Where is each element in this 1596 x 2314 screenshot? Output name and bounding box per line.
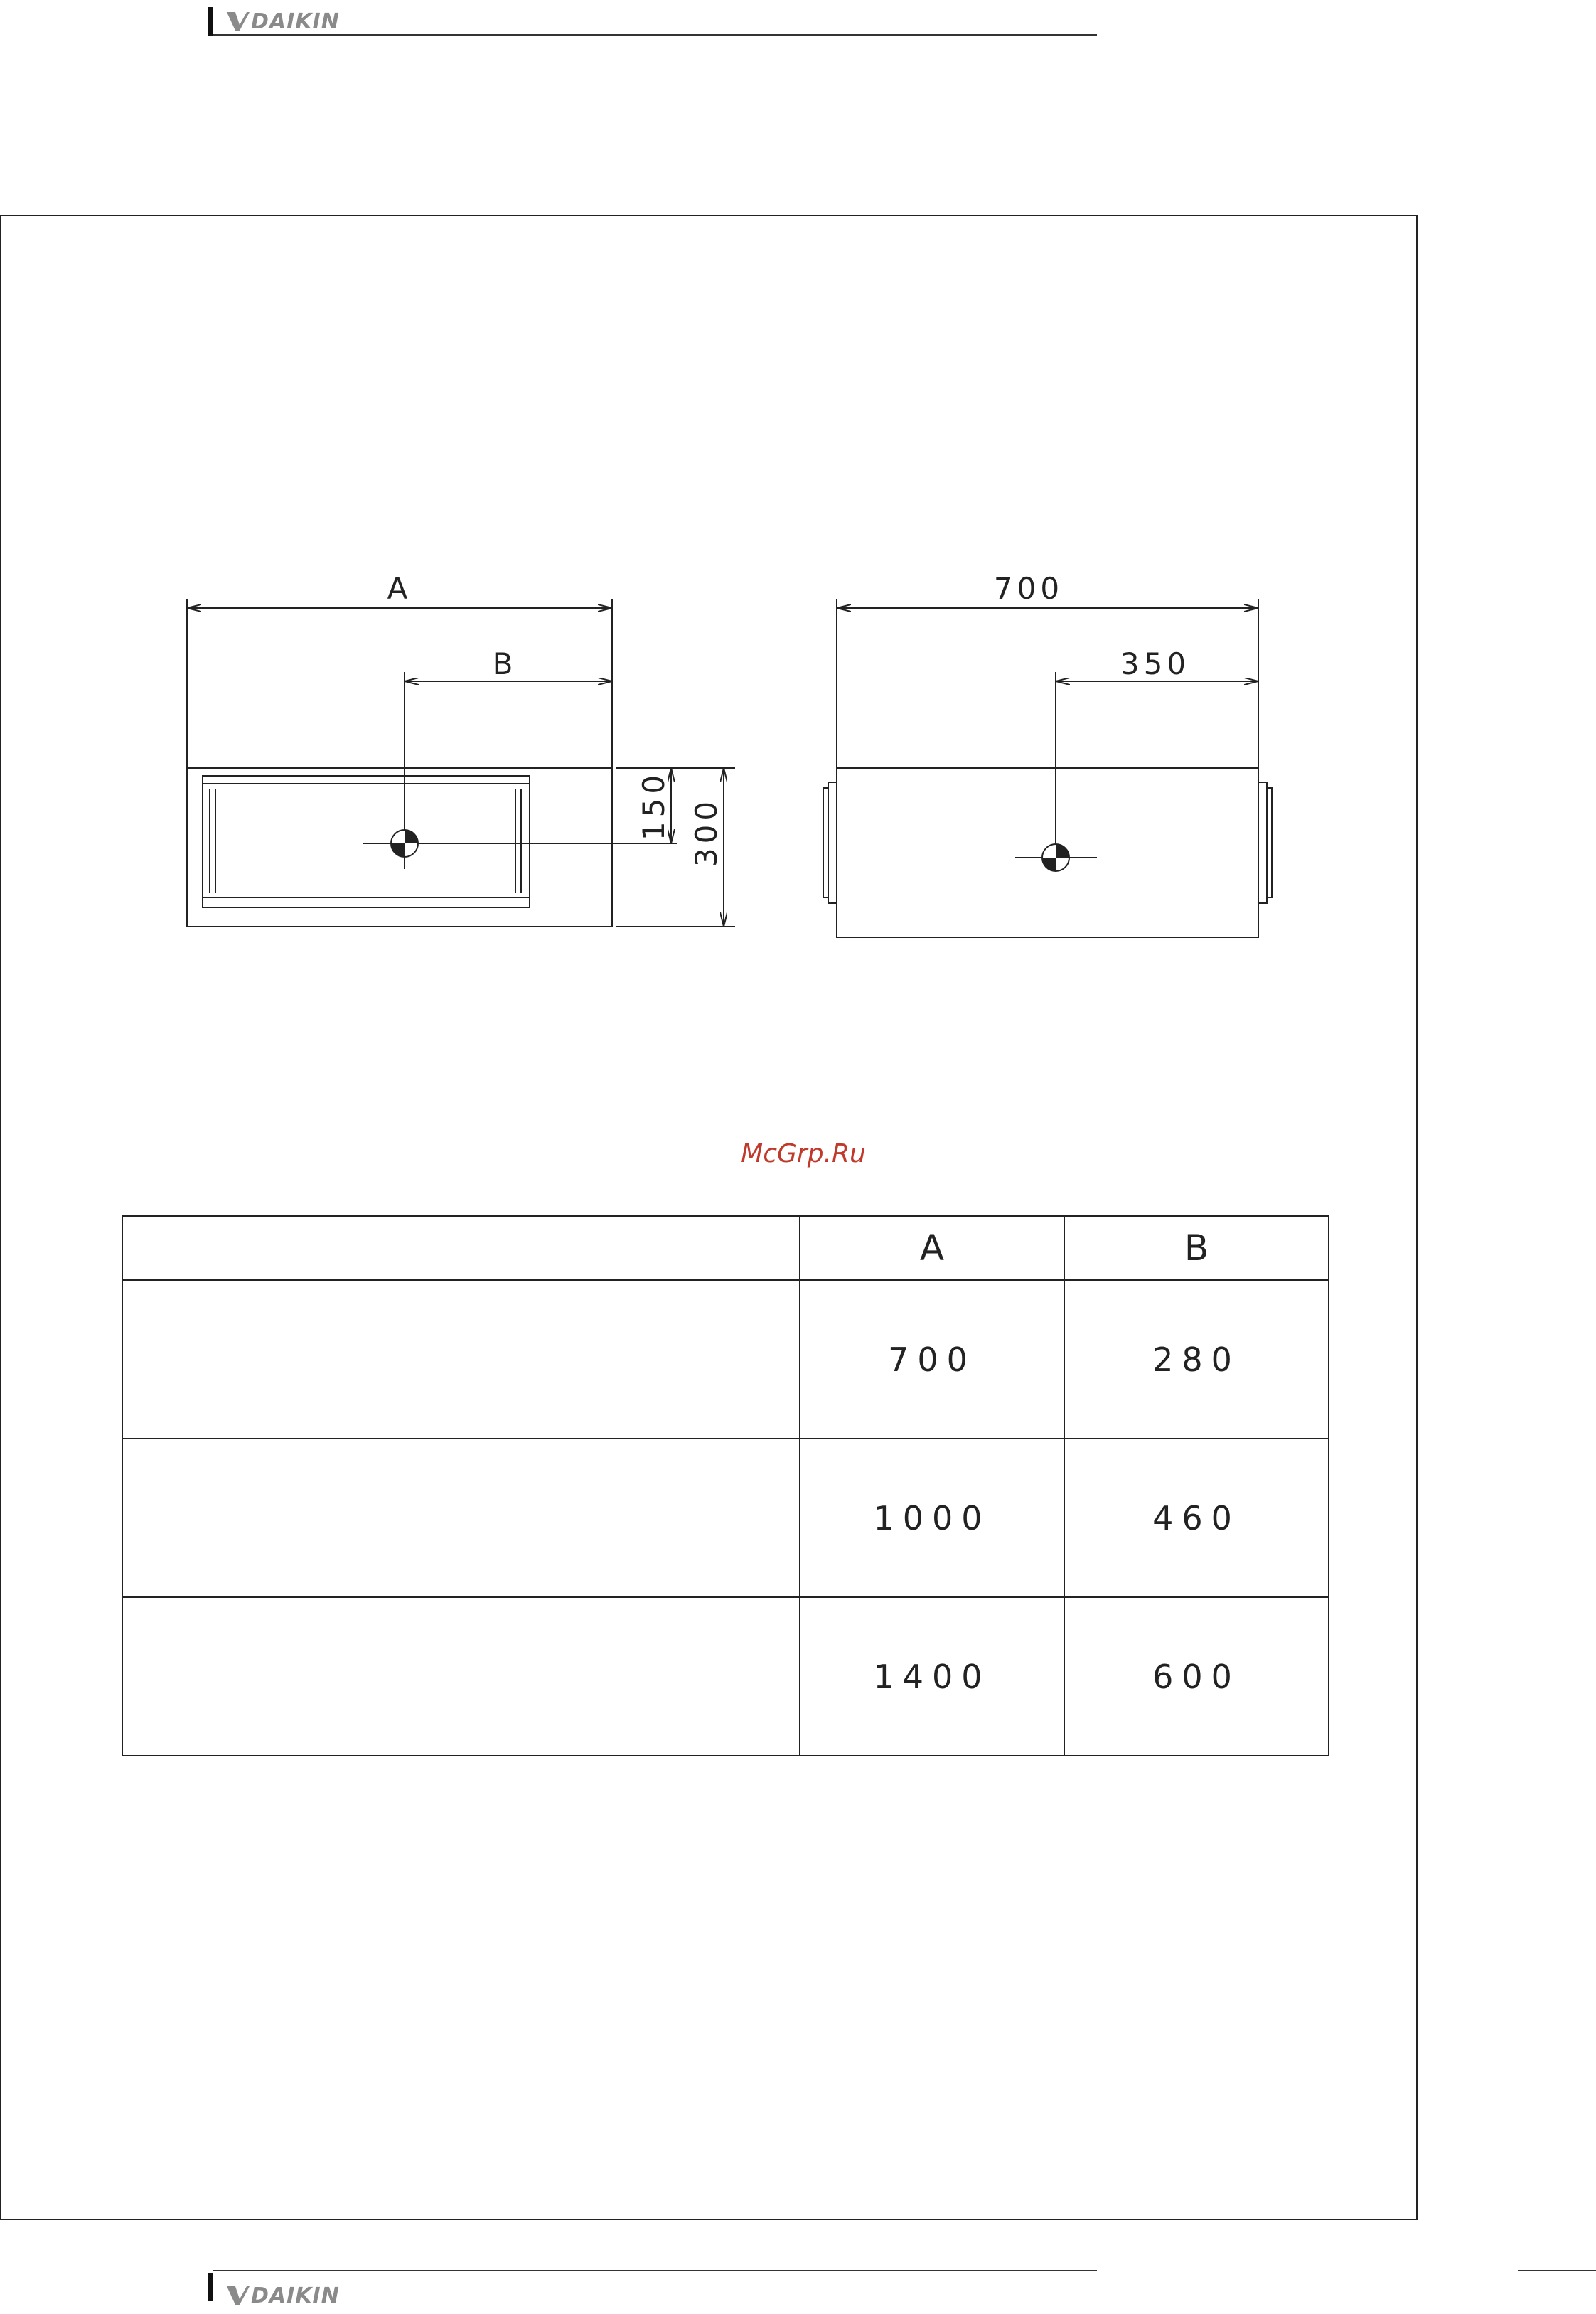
table-cell-a: 1000 [800, 1439, 1064, 1597]
dim-label-300: 300 [689, 796, 724, 868]
table-cell-label [122, 1597, 800, 1756]
table-header-row [122, 1216, 1329, 1280]
dim-label-a: A [387, 571, 412, 606]
watermark-text[interactable]: McGrp.Ru [741, 1139, 866, 1168]
table-cell-a: 1400 [800, 1597, 1064, 1756]
table-cell-label [122, 1280, 800, 1439]
table-cell-b: 460 [1064, 1439, 1329, 1597]
table-row [122, 1280, 1329, 1439]
dim-label-700: 700 [993, 571, 1064, 606]
daikin-logo-icon [225, 2285, 250, 2306]
footer-bar [208, 2273, 213, 2301]
dimensions-table [122, 1215, 1329, 1756]
footer-rule [213, 2270, 1097, 2271]
table-cell-b: 280 [1064, 1280, 1329, 1439]
table-cell-a: 700 [800, 1280, 1064, 1439]
dim-label-b: B [492, 646, 518, 681]
technical-drawing [0, 0, 1596, 996]
table-cell-label [122, 1439, 800, 1597]
footer-brand-text: DAIKIN [251, 2283, 340, 2308]
table-cell-b: 600 [1064, 1597, 1329, 1756]
front-view [187, 599, 735, 927]
table-row [122, 1597, 1329, 1756]
cog-symbol-front [391, 830, 418, 857]
dim-label-150: 150 [636, 770, 671, 841]
table-header-b: B [1064, 1216, 1329, 1280]
daikin-logo [225, 2281, 340, 2310]
footer-brand [208, 2270, 1097, 2308]
header-brand-text: DAIKIN [251, 9, 340, 34]
page-number-rule [1518, 2270, 1596, 2271]
dim-label-350: 350 [1120, 646, 1191, 681]
table-header-model [122, 1216, 800, 1280]
cog-symbol-side [1042, 844, 1069, 871]
side-view [823, 599, 1272, 937]
table-row [122, 1439, 1329, 1597]
table-header-a: A [800, 1216, 1064, 1280]
